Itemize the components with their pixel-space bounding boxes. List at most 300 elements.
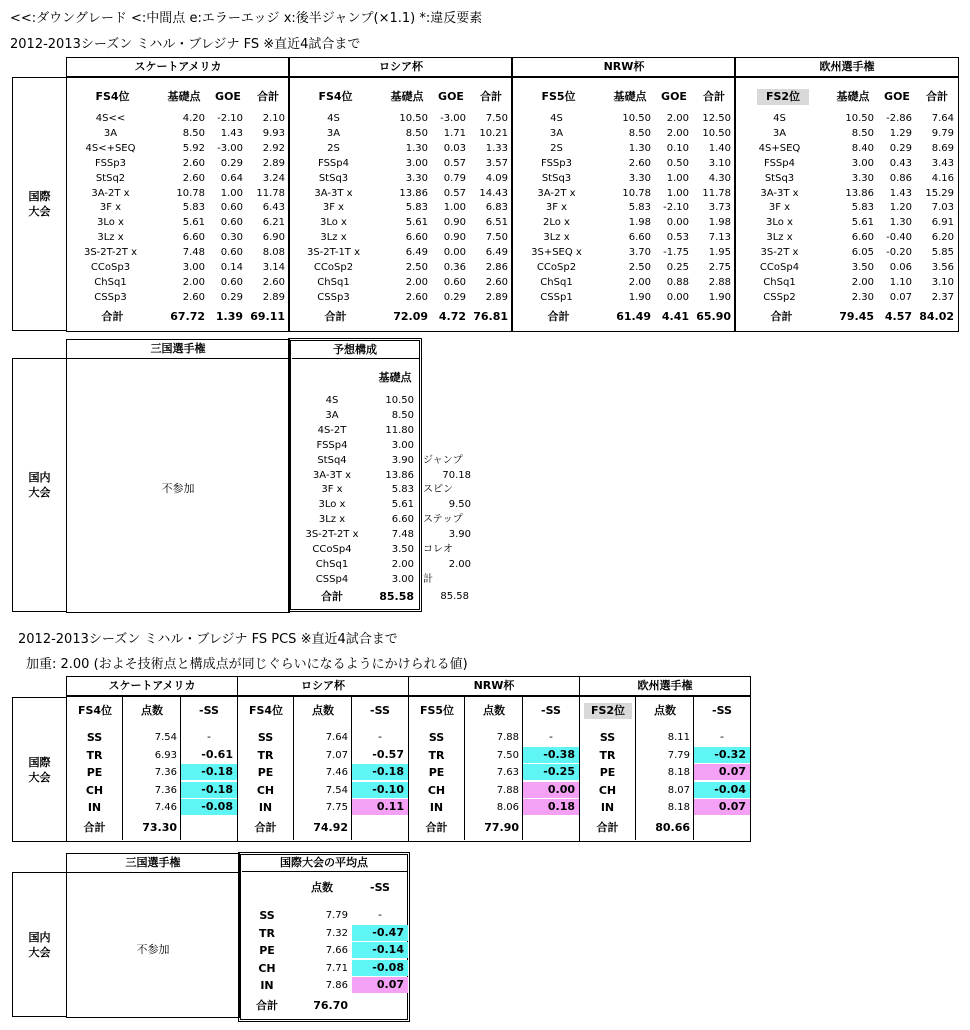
plan-title-line [292,358,419,359]
plan-side-note: 70.18 [442,469,471,481]
pcs-component: SS [259,909,275,922]
element-value: 0.57 [443,157,466,169]
element-value: 3.14 [262,262,285,273]
element-value: 3.10 [708,157,731,169]
element-value: 11.80 [385,424,414,436]
element-value: 0.14 [220,262,243,273]
column-header: 基礎点 [390,90,424,103]
element-value: 0.57 [443,187,466,199]
plan-side-note: ジャンプ [423,454,463,466]
element-code: 3S-2T x [760,247,799,259]
legend-line: <<:ダウングレード <:中間点 e:エラーエッジ x:後半ジャンプ(×1.1) *:違反要素 [10,11,483,26]
element-code: 3A-3T x [760,187,799,199]
weight-line: 加重: 2.00 (およそ技術点と構成点が同じぐらいになるようにかけられる値) [26,657,468,672]
element-code: 3Lo x [766,217,793,229]
element-code: ChSq1 [94,276,127,288]
pcs-col-line [180,696,181,840]
pcs-score: 7.46 [325,767,348,779]
element-value: 0.07 [889,291,912,303]
pcs-score: 7.71 [325,962,348,974]
element-value: 3.00 [391,573,414,585]
element-code: 4S<< [95,113,126,124]
element-value: 6.60 [405,232,428,244]
element-value: 0.43 [889,157,912,169]
pcs-component: TR [428,748,445,762]
column-header: 点数 [654,704,676,717]
element-value: 2.37 [931,291,954,303]
element-value: 0.29 [889,142,912,154]
element-value: -1.75 [663,247,689,259]
element-value: 3.43 [931,157,954,169]
element-value: 10.21 [479,127,508,139]
element-value: 0.60 [220,247,243,259]
pcs-diff: - [378,908,382,921]
element-value: 2.60 [628,157,651,169]
placement-label: FS4位 [95,90,130,103]
element-value: 5.85 [931,247,954,259]
column-header: -SS [712,704,732,717]
element-value: 5.61 [405,217,428,229]
element-value: 7.03 [931,202,954,214]
pcs-component: PE [428,766,445,780]
side-text: 国内 大会 [28,471,51,499]
element-value: 1.29 [889,127,912,139]
element-code: 3A [772,127,787,139]
element-value: 1.98 [708,217,731,229]
pcs-event-header: スケートアメリカ [66,676,238,696]
plan-side-note: スピン [423,484,453,496]
pcs-event-header: 欧州選手権 [579,676,751,696]
element-value: 4.30 [708,172,731,184]
pcs-component: IN [260,979,274,993]
element-code: ChSq1 [540,276,573,288]
fs-event-header: NRW杯 [512,57,736,77]
pcs-score: 7.46 [154,802,177,814]
element-value: 3.90 [391,454,414,466]
element-code: 3Lz x [97,232,124,244]
placement-label: FS4位 [77,704,113,717]
element-value: 1.00 [666,172,689,184]
element-value: 10.50 [399,113,428,124]
sum-value: 4.57 [884,310,912,323]
pcs-diff: -0.61 [201,747,233,761]
element-code: 3A [325,409,339,421]
element-value: 6.43 [262,202,285,214]
element-value: -3.00 [217,142,243,154]
element-value: 7.50 [485,113,508,124]
column-header: 合計 [703,90,725,103]
plan-side-note [423,394,471,408]
pcs-col-line [464,696,465,840]
element-value: 3.70 [628,247,651,259]
column-header: 点数 [312,704,334,717]
element-value: 3.00 [391,439,414,451]
element-value: 0.29 [443,291,466,303]
element-value: 6.60 [851,232,874,244]
pcs-component: SS [599,731,616,744]
sum-value: 61.49 [616,310,651,323]
element-code: 3A-3T x [314,187,353,199]
element-value: 10.50 [622,113,651,124]
element-code: 3Lz x [320,232,347,244]
element-code: 3F x [321,484,343,496]
domestic-event-name: 三国選手権 [125,856,181,869]
element-value: 1.30 [889,217,912,229]
element-value: 1.90 [628,291,651,303]
pcs-diff: 0.00 [523,782,579,798]
element-value: 0.03 [443,142,466,154]
pcs-col-line [522,696,523,840]
element-code: 4S [550,113,563,124]
pcs-component: PE [259,944,275,958]
element-code: 4S [327,113,340,124]
element-value: 0.10 [666,142,689,154]
element-value: 6.90 [262,232,285,244]
sum-label: 合計 [254,821,277,834]
pcs-score: 7.63 [496,767,519,779]
pcs-score: 8.11 [667,732,690,743]
element-value: 1.00 [443,202,466,214]
not-participated: 不参加 [161,482,195,495]
fs-event-header: スケートアメリカ [66,57,290,77]
element-value: 6.51 [485,217,508,229]
pcs-score: 7.32 [325,927,348,939]
element-value: 6.49 [405,247,428,259]
element-value: 0.00 [443,247,466,259]
element-code: FSSp4 [318,157,349,169]
element-value: 5.83 [851,202,874,214]
sum-value: 80.66 [655,821,690,834]
element-code: 3A-2T x [537,187,576,199]
pcs-diff: 0.07 [694,764,750,780]
element-code: CCoSp3 [90,262,131,273]
element-code: 3S+SEQ x [531,247,582,259]
column-header: GOE [661,90,687,103]
element-value: 2.30 [851,291,874,303]
plan-side-note [423,424,471,438]
element-value: 8.50 [628,127,651,139]
pcs-score: 7.64 [325,732,348,743]
pcs-diff: -0.08 [181,799,237,815]
element-code: 3F x [768,202,791,214]
pcs-component: CH [427,783,446,797]
element-value: 2.00 [666,113,689,124]
element-code: 3A [326,127,341,139]
element-value: 2.89 [485,291,508,303]
fs-event-header: ロシア杯 [289,57,513,77]
pcs-avg-title: 国際大会の平均点 [280,856,368,869]
element-value: 6.20 [931,232,954,244]
element-value: 5.61 [851,217,874,229]
plan-side-note: 計 [423,573,433,585]
pcs-score: 7.07 [325,749,348,761]
domestic-box [66,358,290,613]
element-value: 8.50 [182,127,205,139]
pcs-diff: -0.57 [372,747,404,761]
element-code: CSSp3 [94,291,127,303]
element-value: 0.53 [666,232,689,244]
sum-label: 合計 [101,310,124,323]
element-value: 3.00 [182,262,205,273]
element-value: 2.75 [708,262,731,273]
element-value: 0.86 [889,172,912,184]
element-value: -0.40 [886,232,912,244]
column-header: 基礎点 [613,90,647,103]
element-value: 0.60 [443,276,466,288]
element-value: 14.43 [479,187,508,199]
sum-label: 合計 [596,821,619,834]
element-code: CSSp4 [315,573,349,585]
element-code: CSSp3 [317,291,350,303]
pcs-score: 8.18 [667,802,690,814]
pcs-diff: -0.18 [181,782,237,798]
element-value: 0.36 [443,262,466,273]
element-code: 3F x [322,202,345,214]
pcs-diff: -0.18 [352,764,408,780]
element-value: 2.00 [666,127,689,139]
pcs-score: 7.88 [496,732,519,743]
element-value: 13.86 [385,469,414,481]
placement-label: FS5位 [541,90,576,103]
element-value: 1.71 [443,127,466,139]
element-code: 2S [327,142,340,154]
sum-value: 76.81 [473,310,508,323]
element-value: 3.10 [931,276,954,288]
pcs-score: 7.88 [496,784,519,796]
element-code: StSq2 [95,172,126,184]
column-header: 合計 [926,90,948,103]
element-value: 3.00 [851,157,874,169]
pcs-component: TR [86,748,103,762]
element-code: 4S [325,395,339,406]
element-code: 3A-2T x [91,187,130,199]
element-value: -2.86 [886,113,912,124]
domestic-event-header [66,339,290,359]
placement-label: FS5位 [419,704,455,717]
element-value: 1.30 [628,142,651,154]
element-value: 6.21 [262,217,285,229]
element-code: StSq3 [318,172,349,184]
sum-label: 合計 [321,590,343,603]
pcs-diff: - [207,730,211,743]
element-code: FSSp4 [316,439,348,451]
sum-label: 合計 [83,821,106,834]
pcs-diff: -0.04 [694,782,750,798]
element-value: 1.98 [628,217,651,229]
element-value: 2.60 [182,172,205,184]
element-value: 5.83 [391,484,414,496]
element-value: 8.40 [851,142,874,154]
element-value: 9.93 [262,127,285,139]
pcs-component: CH [598,783,617,797]
pcs-score: 6.93 [154,749,177,761]
pcs-diff: -0.32 [694,747,750,763]
element-value: 8.08 [262,247,285,259]
side-text: 国内 大会 [28,930,51,959]
sum-value: 1.39 [215,310,243,323]
element-value: 8.50 [391,409,414,421]
element-value: 7.48 [391,529,414,541]
element-value: 6.05 [851,247,874,259]
pcs-side-intl [12,697,67,842]
pcs-score: 7.54 [154,732,177,743]
element-value: 5.83 [405,202,428,214]
element-value: 10.50 [702,127,731,139]
pcs-diff: 0.07 [694,799,750,815]
element-value: 2.60 [182,157,205,169]
element-value: 2.00 [851,276,874,288]
element-value: 2.00 [182,276,205,288]
pcs-diff: -0.47 [352,925,408,941]
pcs-diff: 0.18 [523,799,579,815]
element-code: 2S [550,142,563,154]
sum-value: 85.58 [379,590,414,603]
element-value: 0.79 [443,172,466,184]
element-value: 15.29 [925,187,954,199]
placement-label: FS2位 [584,703,632,719]
element-value: 6.60 [182,232,205,244]
sum-label: 合計 [324,310,347,323]
element-value: 0.60 [220,217,243,229]
element-code: 3F x [99,202,122,214]
pcs-score: 7.36 [154,784,177,796]
element-value: 2.00 [391,558,414,570]
element-value: 10.78 [176,187,205,199]
element-value: 11.78 [256,187,285,199]
column-header: GOE [438,90,464,103]
element-value: -2.10 [217,113,243,124]
element-code: FSSp4 [764,157,795,169]
element-code: CCoSp2 [313,262,354,273]
sum-label: 合計 [770,310,793,323]
sum-value: 79.45 [839,310,874,323]
element-value: 1.90 [708,291,731,303]
element-value: 9.79 [931,127,954,139]
element-value: 3.50 [851,262,874,273]
element-code: 3Lo x [318,499,346,511]
pcs-component: IN [429,801,444,815]
pcs-component: PE [599,766,616,780]
pcs-col-line [693,696,694,840]
element-value: -3.00 [440,113,466,124]
element-value: 2.60 [405,291,428,303]
element-value: 6.60 [391,514,414,526]
element-value: 1.10 [889,276,912,288]
element-value: 3.57 [485,157,508,169]
element-value: 10.50 [845,113,874,124]
element-value: 7.50 [485,232,508,244]
element-value: 0.25 [666,262,689,273]
sum-value: 74.92 [313,821,348,834]
placement-label: FS4位 [318,90,353,103]
element-value: 3.00 [405,157,428,169]
pcs-score: 7.50 [496,749,519,761]
element-value: 2.92 [262,142,285,154]
element-code: 4S [773,113,786,124]
element-value: 0.64 [220,172,243,184]
element-value: 2.60 [485,276,508,288]
column-header: 基礎点 [167,90,201,103]
fs-title: 2012-2013シーズン ミハル・ブレジナ FS ※直近4試合まで [10,37,361,52]
element-value: 2.00 [405,276,428,288]
element-value: 4.16 [931,172,954,184]
element-value: 7.13 [708,232,731,244]
element-value: 6.83 [485,202,508,214]
element-value: 5.61 [391,499,414,511]
sum-value: 72.09 [393,310,428,323]
element-value: 1.33 [485,142,508,154]
element-value: 5.61 [182,217,205,229]
element-value: 1.43 [889,187,912,199]
element-code: ChSq1 [763,276,796,288]
side-label-intl [12,77,67,331]
pcs-score: 7.36 [154,767,177,779]
element-code: FSSp3 [95,157,126,169]
pcs-diff: -0.14 [352,942,408,958]
side-label-dom [12,358,67,612]
pcs-component: PE [257,766,274,780]
pcs-col-line [351,696,352,840]
element-code: 3S-2T-2T x [305,529,359,541]
element-value: 3.24 [262,172,285,184]
element-value: 0.88 [666,276,689,288]
side-text: 国際 大会 [28,755,51,784]
element-code: CCoSp2 [536,262,577,273]
element-value: 0.90 [443,232,466,244]
fs-event-header: 欧州選手権 [735,57,959,77]
element-value: 2.88 [708,276,731,288]
pcs-score: 8.18 [667,767,690,779]
element-value: 3.50 [391,544,414,555]
element-code: 3F x [545,202,568,214]
pcs-component: CH [85,783,104,797]
pcs-component: TR [257,748,274,762]
element-value: 7.48 [182,247,205,259]
pcs-diff: -0.10 [352,782,408,798]
pcs-event-header: ロシア杯 [237,676,409,696]
element-code: FSSp3 [541,157,572,169]
element-value: 11.78 [702,187,731,199]
sum-value: 69.11 [250,310,285,323]
column-header: 合計 [480,90,502,103]
sum-value: 84.02 [919,310,954,323]
element-value: 2.10 [262,113,285,124]
element-code: CSSp1 [540,291,573,303]
pcs-diff: - [720,730,724,743]
placement-label: FS4位 [248,704,284,717]
element-value: 4.09 [485,172,508,184]
column-header: -SS [199,704,219,717]
plan-side-note: 2.00 [448,558,471,570]
placement-label: FS2位 [757,89,809,105]
pcs-domestic-box [66,872,240,1018]
pcs-component: CH [256,783,275,797]
column-header: GOE [215,90,241,103]
element-code: ChSq1 [317,276,350,288]
column-header: 合計 [257,90,279,103]
pcs-component: SS [86,731,103,744]
plan-side-note: ステップ [423,514,463,526]
sum-label: 合計 [256,999,278,1012]
pcs-score: 8.06 [496,802,519,814]
pcs-score: 7.79 [667,749,690,761]
element-value: -2.10 [663,202,689,214]
element-code: StSq4 [317,454,347,466]
pcs-col-line [293,696,294,840]
element-value: 1.95 [708,247,731,259]
element-value: 2.89 [262,157,285,169]
element-value: 8.69 [931,142,954,154]
